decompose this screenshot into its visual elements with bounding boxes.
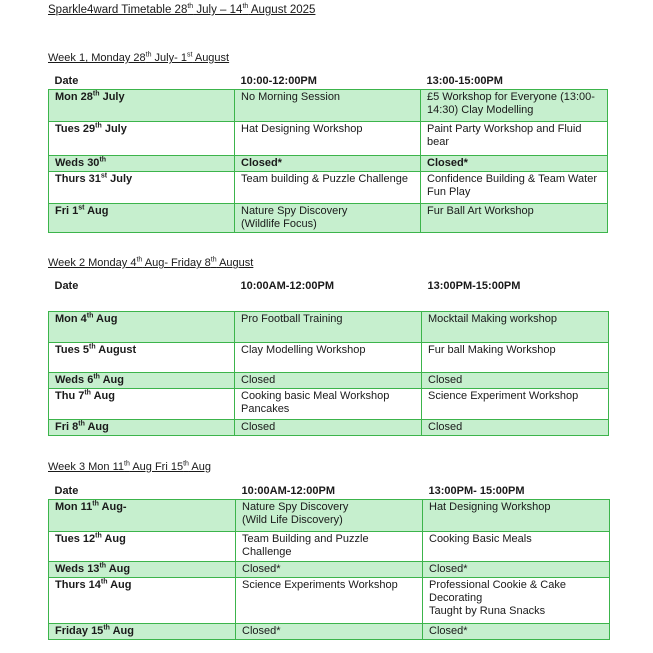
day-cell: Friday 15th Aug [49, 623, 236, 639]
table-header-row [49, 279, 609, 311]
day-cell: Weds 13th Aug [49, 561, 236, 577]
afternoon-cell: Cooking Basic Meals [423, 531, 610, 561]
morning-cell: Clay Modelling Workshop [235, 342, 422, 372]
day-cell: Mon 11th Aug- [49, 499, 236, 531]
morning-line-2: Pancakes [241, 402, 290, 415]
afternoon-cell: Paint Party Workshop and Fluid bear [421, 121, 608, 155]
week-3-heading: Week 3 Mon 11th Aug Fri 15th Aug [48, 460, 211, 473]
day-cell: Mon 28th July [49, 89, 235, 121]
morning-cell: No Morning Session [235, 89, 421, 121]
morning-cell: Closed* [235, 155, 421, 171]
table-row [49, 561, 610, 577]
afternoon-cell: Closed [422, 419, 609, 435]
afternoon-cell: Mocktail Making workshop [422, 311, 609, 342]
morning-cell [235, 203, 421, 232]
morning-line-2: (Wildlife Focus) [241, 217, 317, 230]
table-row [49, 89, 608, 121]
afternoon-cell: Closed* [423, 623, 610, 639]
header-afternoon: 13:00-15:00PM [421, 73, 608, 89]
table-row [49, 342, 609, 372]
morning-cell: Closed [235, 372, 422, 388]
week-1-table [48, 73, 608, 233]
document-title: Sparkle4ward Timetable 28th July – 14th August 2025 [48, 3, 316, 16]
table-row [49, 499, 610, 531]
day-cell: Fri 8th Aug [49, 419, 235, 435]
morning-cell: Closed* [236, 623, 423, 639]
table-row [49, 121, 608, 155]
week-2-table [48, 279, 609, 436]
day-cell: Fri 1st Aug [49, 203, 235, 232]
header-morning: 10:00-12:00PM [235, 73, 421, 89]
day-cell: Weds 30th [49, 155, 235, 171]
header-afternoon: 13:00PM- 15:00PM [423, 483, 610, 499]
morning-cell: Team Building and Puzzle Challenge [236, 531, 423, 561]
week-2-heading: Week 2 Monday 4th Aug- Friday 8th August [48, 256, 254, 269]
afternoon-cell: £5 Workshop for Everyone (13:00-14:30) Clay Modelling [421, 89, 608, 121]
week-3-table [48, 483, 610, 640]
afternoon-line-1: Professional Cookie & Cake Decorating [429, 578, 566, 604]
header-morning: 10:00AM-12:00PM [236, 483, 423, 499]
morning-cell: Closed [235, 419, 422, 435]
table-header-row [49, 73, 608, 89]
afternoon-cell [423, 577, 610, 623]
table-row [49, 419, 609, 435]
morning-cell [236, 499, 423, 531]
day-cell: Thurs 31st July [49, 171, 235, 203]
afternoon-cell: Fur ball Making Workshop [422, 342, 609, 372]
week-1-heading: Week 1, Monday 28th July- 1st August [48, 51, 230, 64]
morning-cell: Team building & Puzzle Challenge [235, 171, 421, 203]
afternoon-cell: Hat Designing Workshop [423, 499, 610, 531]
afternoon-cell: Closed* [421, 155, 608, 171]
table-row [49, 311, 609, 342]
header-date: Date [49, 483, 236, 499]
header-afternoon: 13:00PM-15:00PM [422, 279, 609, 311]
table-row [49, 577, 610, 623]
day-cell: Weds 6th Aug [49, 372, 235, 388]
morning-line-1: Cooking basic Meal Workshop [241, 389, 390, 402]
day-cell: Tues 29th July [49, 121, 235, 155]
afternoon-cell: Science Experiment Workshop [422, 388, 609, 419]
afternoon-cell: Fur Ball Art Workshop [421, 203, 608, 232]
morning-line-1: Nature Spy Discovery [241, 204, 348, 217]
morning-line-1: Nature Spy Discovery [242, 500, 349, 513]
header-date: Date [49, 73, 235, 89]
day-cell: Tues 5th August [49, 342, 235, 372]
table-row [49, 171, 608, 203]
morning-cell: Pro Football Training [235, 311, 422, 342]
morning-cell: Closed* [236, 561, 423, 577]
afternoon-cell: Closed [422, 372, 609, 388]
table-row [49, 531, 610, 561]
afternoon-cell: Closed* [423, 561, 610, 577]
afternoon-line-2: Taught by Runa Snacks [429, 604, 546, 617]
morning-cell: Science Experiments Workshop [236, 577, 423, 623]
table-row [49, 623, 610, 639]
table-header-row [49, 483, 610, 499]
afternoon-cell: Confidence Building & Team Water Fun Play [421, 171, 608, 203]
day-cell: Tues 12th Aug [49, 531, 236, 561]
morning-cell [235, 388, 422, 419]
header-morning: 10:00AM-12:00PM [235, 279, 422, 311]
day-cell: Mon 4th Aug [49, 311, 235, 342]
day-cell: Thu 7th Aug [49, 388, 235, 419]
morning-line-2: (Wild Life Discovery) [242, 513, 343, 526]
table-row [49, 203, 608, 232]
table-row [49, 372, 609, 388]
table-row [49, 388, 609, 419]
header-date: Date [49, 279, 235, 311]
day-cell: Thurs 14th Aug [49, 577, 236, 623]
morning-cell: Hat Designing Workshop [235, 121, 421, 155]
table-row [49, 155, 608, 171]
